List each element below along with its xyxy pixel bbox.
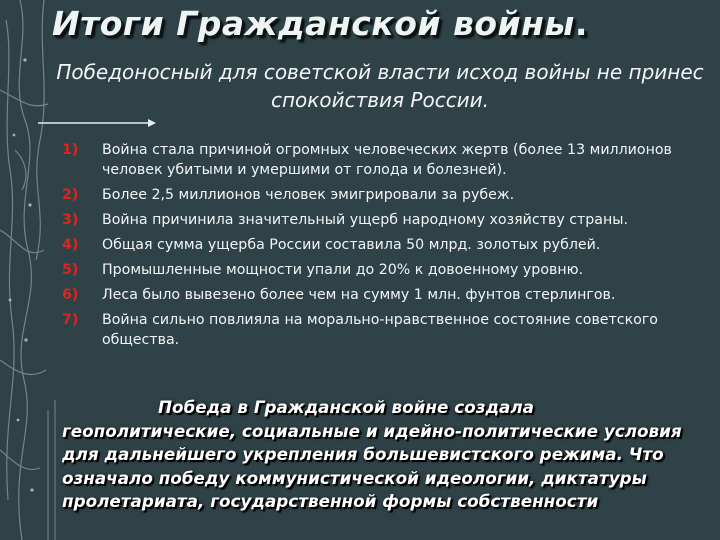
- list-item: [62, 140, 702, 180]
- list-item: [62, 310, 702, 350]
- conclusion-rest: геополитические, социальные и идейно-политические условия для дальнейшего укрепления большевистского режима. Что означало победу коммунистической идеологии, диктатуры пролетариата, государственной формы собственности: [62, 420, 682, 512]
- results-list: [62, 140, 702, 355]
- list-item: [62, 285, 702, 305]
- list-item-text: Общая сумма ущерба России составила 50 млрд. золотых рублей.: [102, 237, 601, 253]
- list-item: [62, 260, 702, 280]
- list-item-number: 1): [62, 142, 79, 158]
- list-item: [62, 235, 702, 255]
- slide-subtitle: Победоносный для советской власти исход войны не принес спокойствия России.: [56, 60, 704, 112]
- list-item-text: Промышленные мощности упали до 20% к довоенному уровню.: [102, 262, 584, 278]
- list-item-number: 6): [62, 287, 79, 303]
- list-item-text: Война стала причиной огромных человеческих жертв (более 13 миллионов человек убитыми и умершими от голода и болезней).: [102, 142, 672, 178]
- list-item-number: 2): [62, 187, 79, 203]
- list-item-number: 5): [62, 262, 79, 278]
- title-dot: .: [574, 4, 588, 43]
- list-item: [62, 185, 702, 205]
- list-item-number: 3): [62, 212, 79, 228]
- list-item-text: Более 2,5 миллионов человек эмигрировали за рубеж.: [102, 187, 515, 203]
- slide-title: [52, 4, 692, 43]
- conclusion-text: [62, 396, 712, 514]
- list-item: [62, 210, 702, 230]
- conclusion-first-line: Победа в Гражданской войне создала: [158, 397, 534, 417]
- list-item-text: Леса было вывезено более чем на сумму 1 млн. фунтов стерлингов.: [102, 287, 616, 303]
- list-item-number: 7): [62, 312, 79, 328]
- arrow-icon: [38, 118, 158, 128]
- list-item-text: Война сильно повлияла на морально-нравственное состояние советского общества.: [102, 312, 658, 348]
- list-item-text: Война причинила значительный ущерб народному хозяйству страны.: [102, 212, 628, 228]
- list-item-number: 4): [62, 237, 79, 253]
- title-text: Итоги Гражданской войны: [52, 4, 575, 43]
